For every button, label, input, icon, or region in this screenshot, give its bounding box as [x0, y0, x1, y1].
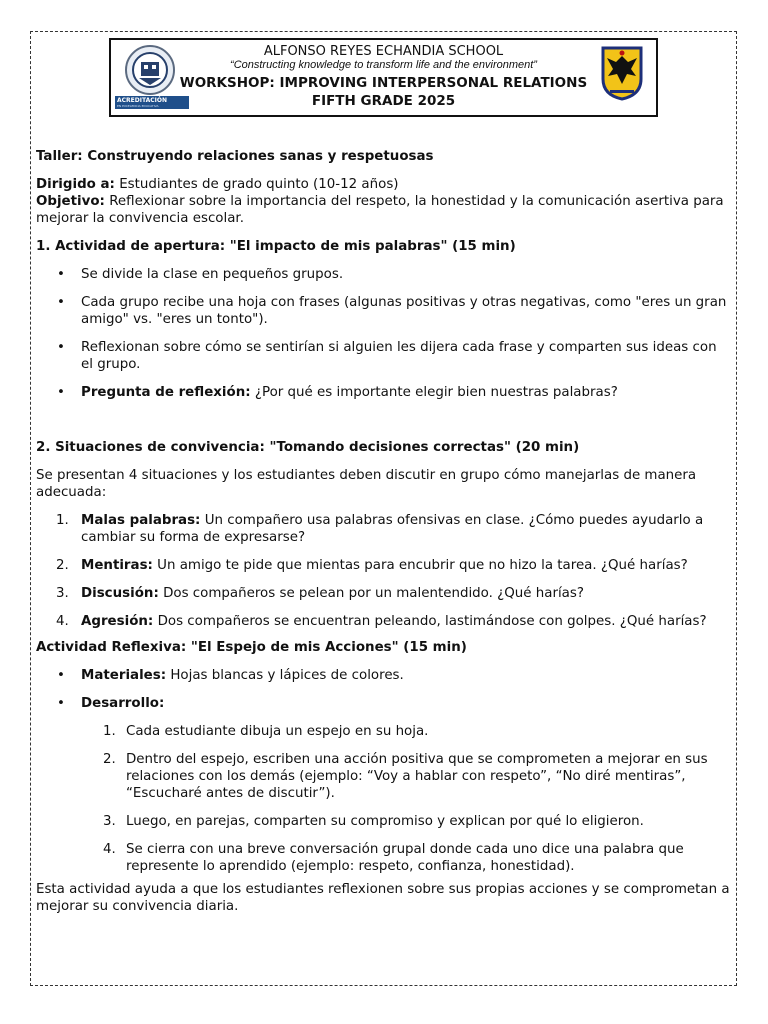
closing-paragraph: Esta actividad ayuda a que los estudiantes reflexionen sobre sus propias acciones y se comprometan a mejorar su convivencia diaria. [36, 882, 730, 914]
section2-title: 2. Situaciones de convivencia: "Tomando decisiones correctas" (20 min) [36, 440, 580, 455]
workshop-name: Taller: Construyendo relaciones sanas y respetuosas [36, 149, 434, 164]
school-motto: “Constructing knowledge to transform life and the environment” [230, 59, 537, 71]
section1-list [36, 266, 730, 401]
list-item: • Se divide la clase en pequeños grupos. [36, 266, 730, 283]
document-header [109, 38, 658, 117]
list-item: 2. Mentiras: Un amigo te pide que mientas para encubrir que no hizo la tarea. ¿Qué harías? [56, 558, 688, 573]
list-item: 3. Luego, en parejas, comparten su compromiso y explican por qué lo eligieron. [103, 814, 644, 829]
section3-list [36, 667, 730, 712]
list-item: • Reflexionan sobre cómo se sentirían si alguien les dijera cada frase y comparten sus ideas con el grupo. [36, 339, 730, 373]
objective-line: Objetivo: Reflexionar sobre la importancia del respeto, la honestidad y la comunicación asertiva para mejorar la convivencia escolar. [36, 194, 724, 226]
list-item: • Cada grupo recibe una hoja con frases (algunas positivas y otras negativas, como "eres un gran amigo" vs. "eres un tonto"). [36, 294, 730, 328]
audience-line: Dirigido a: Estudiantes de grado quinto (10-12 años) [36, 177, 399, 192]
bogota-crest-icon [600, 45, 644, 101]
list-item: 4. Se cierra con una breve conversación grupal donde cada uno dice una palabra que represente lo aprendido (ejemplo: respeto, confianza, honestidad). [103, 842, 684, 874]
section2-list [36, 512, 730, 630]
section2-intro: Se presentan 4 situaciones y los estudiantes deben discutir en grupo cómo manejarlas de manera adecuada: [36, 468, 697, 500]
section3-title: Actividad Reflexiva: "El Espejo de mis Acciones" (15 min) [36, 640, 467, 655]
list-item: 4. Agresión: Dos compañeros se encuentran peleando, lastimándose con golpes. ¿Qué harías? [56, 614, 707, 629]
school-name: ALFONSO REYES ECHANDIA SCHOOL [263, 44, 504, 59]
grade-title: FIFTH GRADE 2025 [311, 93, 456, 109]
materials-item: • Materiales: Hojas blancas y lápices de colores. [36, 667, 730, 684]
section1-title: 1. Actividad de apertura: "El impacto de mis palabras" (15 min) [36, 239, 516, 254]
list-item: 1. Malas palabras: Un compañero usa palabras ofensivas en clase. ¿Cómo puedes ayudarlo a cambiar su forma de expresarse? [56, 513, 704, 545]
workshop-title: WORKSHOP: IMPROVING INTERPERSONAL RELATIONS [179, 75, 588, 91]
accreditation-badge: ACREDITACIÓN EN EXCELENCIA EDUCATIVA [115, 96, 189, 109]
list-item: 1. Cada estudiante dibuja un espejo en su hoja. [103, 724, 429, 739]
document-body [36, 148, 730, 915]
development-steps [36, 723, 730, 875]
development-item: • Desarrollo: [36, 695, 730, 712]
list-item: 3. Discusión: Dos compañeros se pelean por un malentendido. ¿Qué harías? [56, 586, 584, 601]
list-item: 2. Dentro del espejo, escriben una acción positiva que se comprometen a mejorar en sus relaciones con los demás (ejemplo: “Voy a hablar con respeto”, “No diré mentiras”, “Escucharé antes de discutir”). [103, 752, 708, 801]
reflection-question: • Pregunta de reflexión: ¿Por qué es importante elegir bien nuestras palabras? [36, 384, 730, 401]
